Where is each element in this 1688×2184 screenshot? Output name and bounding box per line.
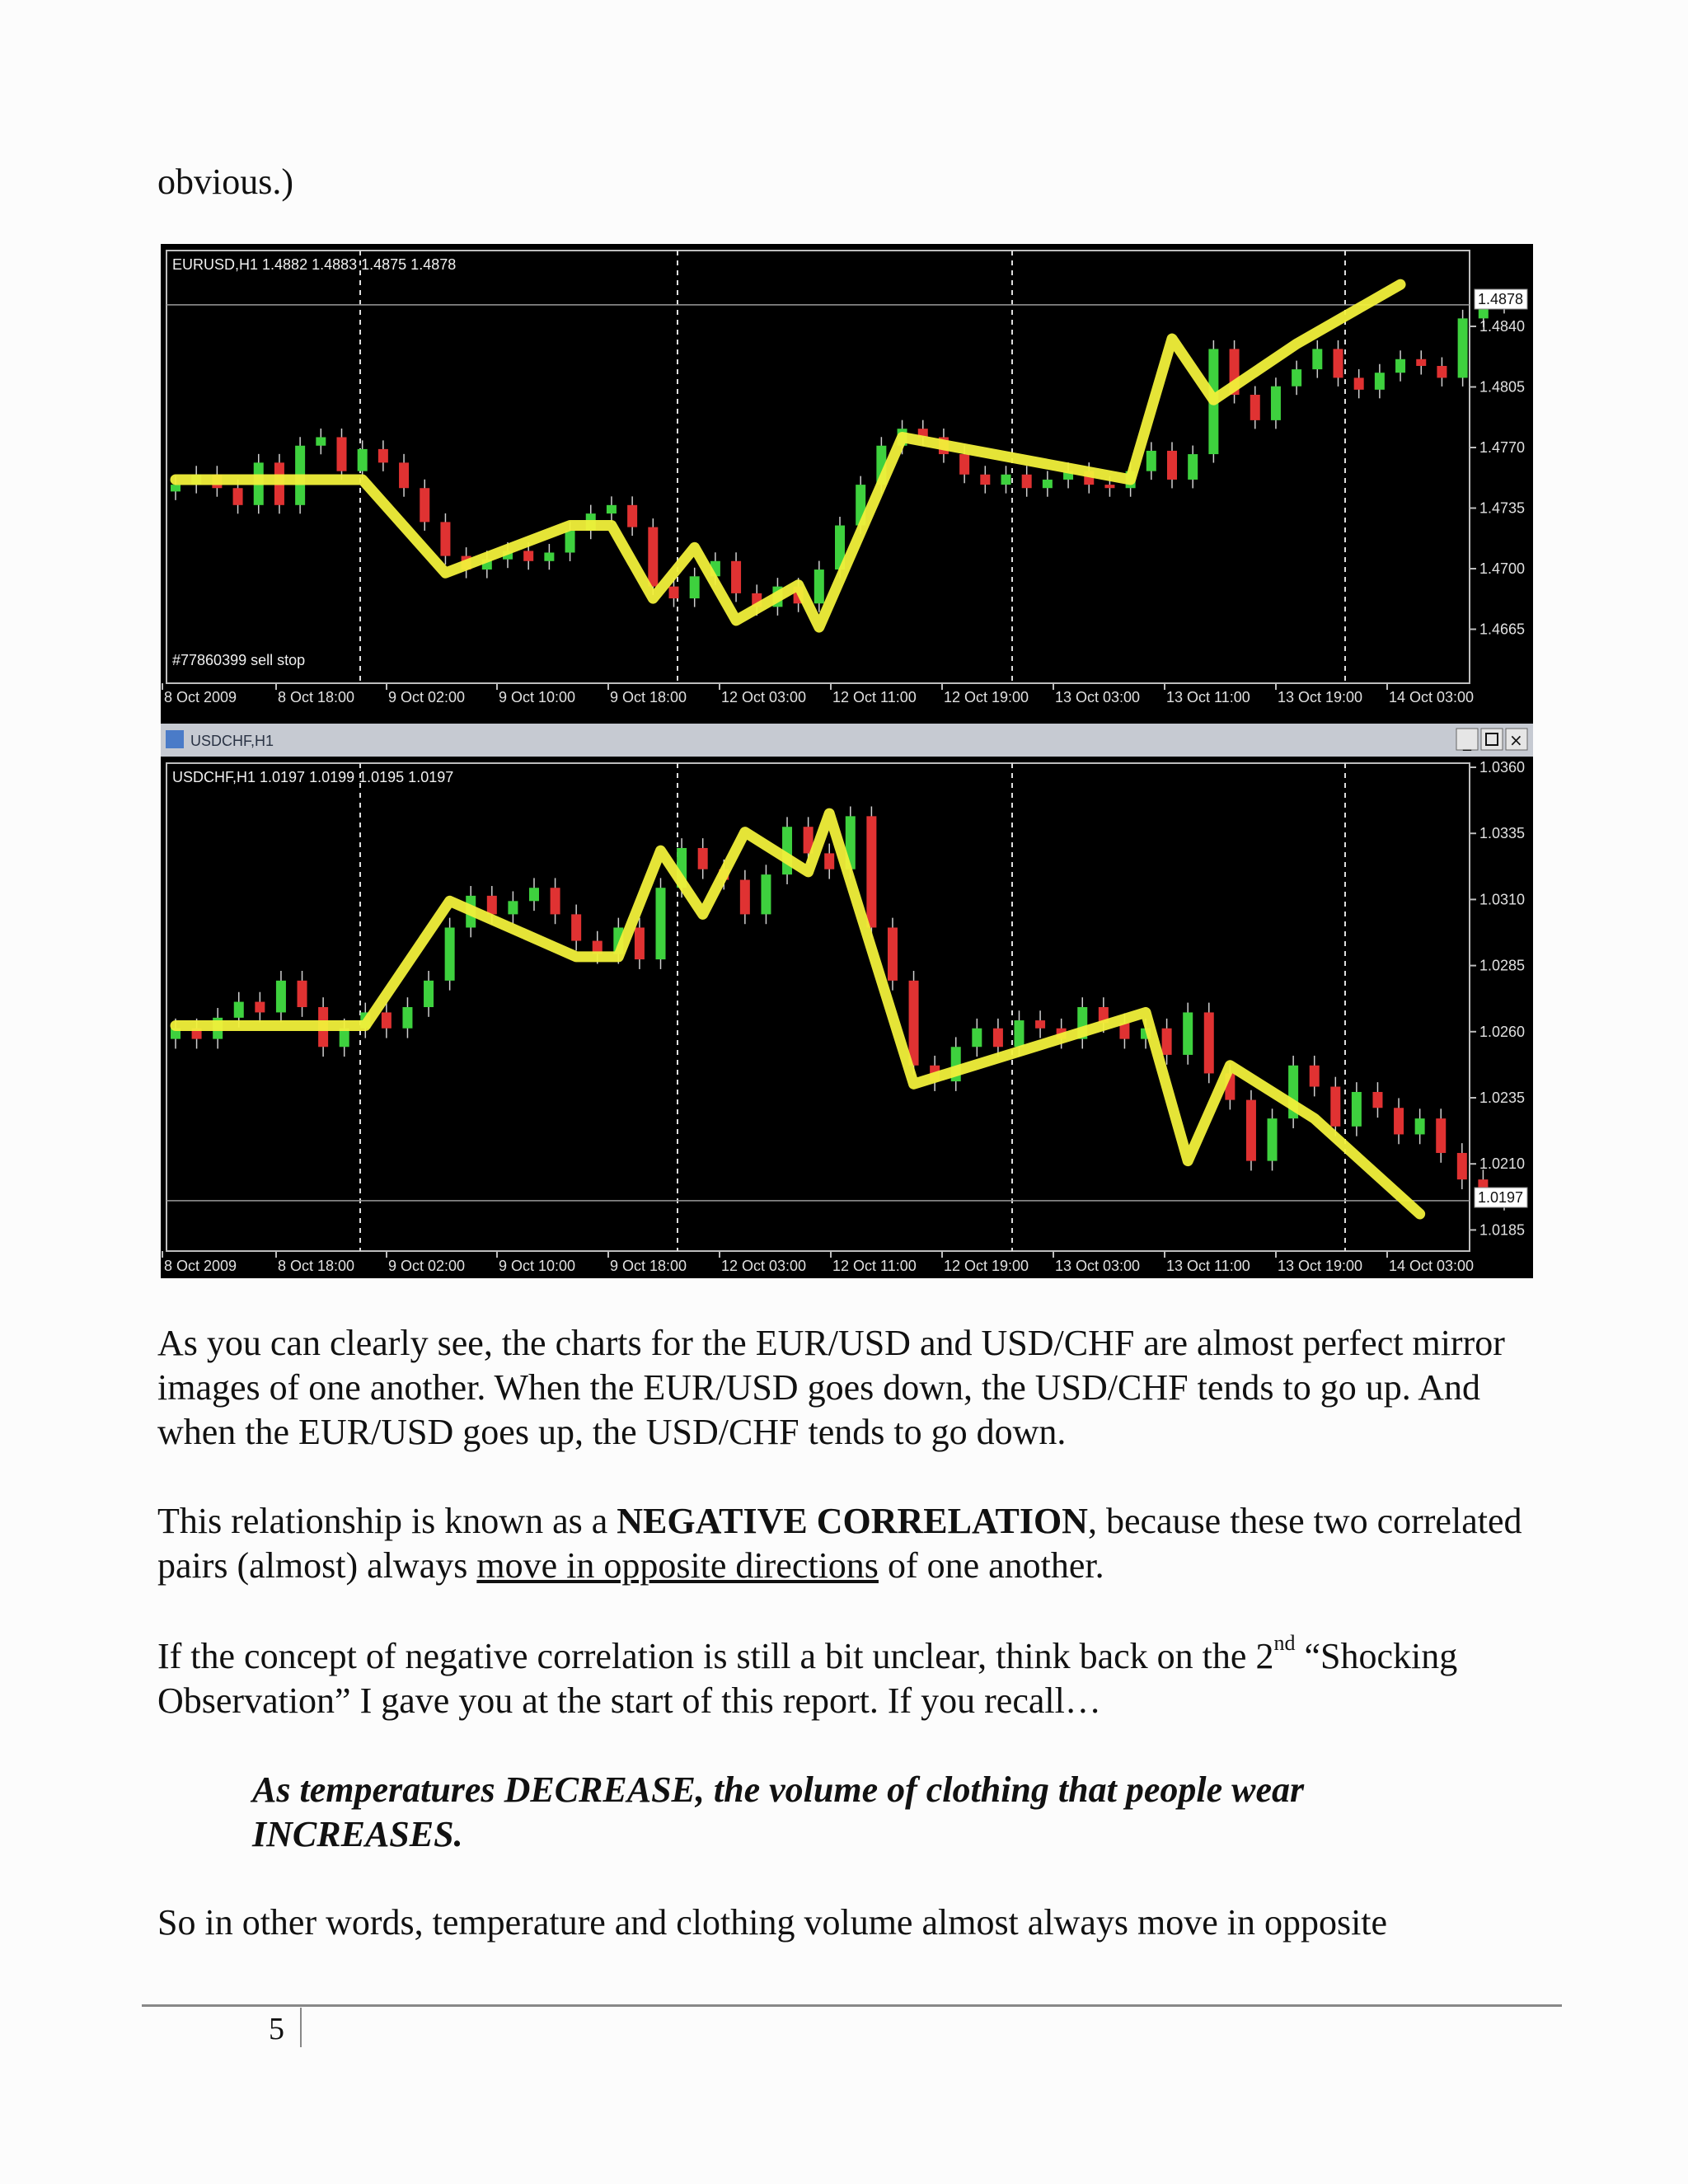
usdchf-x-tick-label: 8 Oct 18:00 [278, 1258, 355, 1274]
usdchf-candle-body [1268, 1118, 1278, 1160]
usdchf-x-tick-label: 12 Oct 11:00 [832, 1258, 917, 1274]
eurusd-candle-body [565, 531, 575, 553]
usdchf-candle-body [382, 1012, 392, 1028]
usdchf-candle-body [1372, 1092, 1382, 1108]
usdchf-candle-body [993, 1029, 1003, 1047]
eurusd-x-tick-label: 12 Oct 03:00 [721, 689, 807, 705]
eurusd-candle-body [420, 488, 429, 522]
usdchf-candle-body [1330, 1087, 1340, 1127]
eurusd-x-tick-label: 9 Oct 10:00 [499, 689, 576, 705]
usdchf-candle-body [866, 816, 876, 927]
eurusd-candle-body [1188, 454, 1198, 480]
usdchf-candle-body [1183, 1012, 1193, 1054]
minimize-icon: _ [1463, 731, 1471, 751]
page-number-divider [300, 2008, 302, 2047]
page-number: 5 [269, 2012, 284, 2046]
eurusd-y-tick-label: 1.4840 [1479, 318, 1526, 335]
usdchf-candle-body [487, 896, 497, 915]
usdchf-candle-body [1035, 1020, 1045, 1029]
usdchf-candle-body [1014, 1020, 1024, 1047]
p3-text-b: “Shocking Observation” I gave you at the start of this report. If you recall… [157, 1636, 1458, 1721]
usdchf-y-tick-label: 1.0235 [1479, 1090, 1526, 1106]
usdchf-x-tick-label: 12 Oct 19:00 [944, 1258, 1029, 1274]
usdchf-x-tick-label: 8 Oct 2009 [164, 1258, 237, 1274]
eurusd-candle-body [233, 488, 243, 505]
eurusd-x-tick-label: 13 Oct 19:00 [1278, 689, 1363, 705]
eurusd-candle-body [1292, 369, 1301, 387]
eurusd-candle-body [1250, 395, 1260, 420]
eurusd-x-tick-label: 8 Oct 18:00 [278, 689, 355, 705]
paragraph-negative-correlation [157, 1499, 1542, 1588]
top-fragment: obvious.) [157, 162, 293, 202]
usdchf-candle-body [424, 981, 434, 1007]
usdchf-candle-body [1415, 1118, 1425, 1134]
chart-figure [161, 244, 1533, 1278]
eurusd-candle-body [1043, 480, 1053, 488]
negative-correlation-term: NEGATIVE CORRELATION [617, 1501, 1088, 1541]
eurusd-candle-body [1271, 387, 1281, 420]
eurusd-candle-body [440, 522, 450, 555]
eurusd-candle-body [378, 449, 388, 462]
usdchf-candle-body [740, 880, 750, 915]
eurusd-y-tick-label: 1.4665 [1479, 621, 1526, 638]
usdchf-x-tick-label: 9 Oct 02:00 [388, 1258, 466, 1274]
eurusd-x-tick-label: 12 Oct 19:00 [944, 689, 1029, 705]
eurusd-info-label: EURUSD,H1 1.4882 1.4883 1.4875 1.4878 [172, 256, 457, 273]
usdchf-x-tick-label: 9 Oct 10:00 [499, 1258, 576, 1274]
eurusd-candle-body [358, 449, 368, 471]
eurusd-order-annotation: #77860399 sell stop [172, 652, 306, 668]
close-icon: × [1509, 730, 1523, 750]
usdchf-current-price-label: 1.0197 [1478, 1189, 1524, 1206]
ordinal-suffix: nd [1273, 1631, 1296, 1656]
usdchf-window-title: USDCHF,H1 [190, 733, 274, 749]
p2-text-c: of one another. [878, 1545, 1104, 1586]
usdchf-window-titlebar [161, 724, 1533, 757]
usdchf-y-tick-label: 1.0185 [1479, 1221, 1526, 1239]
usdchf-candle-body [298, 981, 307, 1007]
eurusd-candle-body [669, 587, 679, 598]
eurusd-candle-body [814, 569, 824, 603]
eurusd-candle-body [1458, 318, 1468, 377]
eurusd-x-tick-label: 9 Oct 02:00 [388, 689, 466, 705]
eurusd-candle-body [1001, 475, 1011, 485]
usdchf-candle-body [571, 914, 581, 940]
eurusd-candle-body [523, 551, 533, 560]
usdchf-candle-body [1352, 1092, 1362, 1127]
eurusd-candle-body [171, 485, 181, 491]
usdchf-candle-body [972, 1029, 982, 1047]
eurusd-candle-body [337, 437, 347, 471]
usdchf-info-label: USDCHF,H1 1.0197 1.0199 1.0195 1.0197 [172, 769, 454, 785]
p2-text-b: , because these two correlated pairs (almost) always [157, 1501, 1522, 1586]
p2-text-a: This relationship is known as a [157, 1501, 617, 1541]
opposite-directions-phrase: move in opposite directions [476, 1545, 879, 1586]
usdchf-y-tick-label: 1.0335 [1479, 825, 1526, 842]
paragraph-shocking-observation [157, 1631, 1542, 1723]
temperature-quote: As temperatures DECREASE, the volume of clothing that people wear INCREASES. [252, 1769, 1305, 1854]
eurusd-candle-body [1146, 451, 1156, 471]
usdchf-candle-body [234, 1002, 244, 1018]
usdchf-candle-body [635, 927, 645, 959]
eurusd-candle-body [1167, 451, 1177, 480]
usdchf-x-tick-label: 13 Oct 03:00 [1055, 1258, 1141, 1274]
eurusd-y-tick-label: 1.4770 [1479, 439, 1526, 456]
usdchf-x-tick-label: 14 Oct 03:00 [1389, 1258, 1475, 1274]
eurusd-candle-body [1437, 366, 1447, 377]
eurusd-candle-body [1416, 359, 1426, 366]
usdchf-y-tick-label: 1.0210 [1479, 1155, 1526, 1173]
eurusd-y-tick-label: 1.4735 [1479, 499, 1526, 517]
eurusd-candle-body [731, 561, 741, 593]
paragraph-mirror-images: As you can clearly see, the charts for the EUR/USD and USD/CHF are almost perfect mirror images of one another. When the EUR/USD goes down, the USD/CHF tends to go up. And when the EUR/USD goes up, the USD/CHF tends to go down. [157, 1323, 1505, 1452]
usdchf-candle-body [761, 874, 771, 914]
eurusd-candle-body [316, 437, 326, 445]
usdchf-candle-body [656, 888, 666, 959]
eurusd-candle-body [1334, 349, 1343, 377]
usdchf-y-tick-label: 1.0285 [1479, 957, 1526, 974]
eurusd-candle-body [627, 505, 637, 527]
eurusd-current-price-label: 1.4878 [1478, 291, 1524, 307]
eurusd-candle-body [399, 462, 409, 488]
usdchf-x-tick-label: 13 Oct 19:00 [1278, 1258, 1363, 1274]
eurusd-candle-body [1312, 349, 1322, 369]
eurusd-x-tick-label: 9 Oct 18:00 [610, 689, 687, 705]
usdchf-candle-body [888, 927, 898, 980]
usdchf-x-tick-label: 13 Oct 11:00 [1166, 1258, 1250, 1274]
usdchf-candle-body [255, 1002, 265, 1013]
usdchf-candle-body [1394, 1108, 1404, 1134]
usdchf-candle-body [340, 1029, 349, 1047]
usdchf-candle-body [698, 848, 708, 869]
eurusd-x-tick-label: 14 Oct 03:00 [1389, 689, 1475, 705]
eurusd-candle-body [980, 475, 990, 485]
eurusd-x-tick-label: 13 Oct 03:00 [1055, 689, 1141, 705]
p3-text-a: If the concept of negative correlation is still a bit unclear, think back on the 2 [157, 1636, 1274, 1676]
eurusd-candle-body [1022, 475, 1032, 488]
usdchf-y-tick-label: 1.0360 [1479, 759, 1526, 776]
eurusd-y-tick-label: 1.4700 [1479, 560, 1526, 577]
usdchf-y-tick-label: 1.0310 [1479, 891, 1526, 908]
eurusd-candle-body [690, 576, 700, 598]
eurusd-candle-body [544, 552, 554, 560]
usdchf-candle-body [276, 981, 286, 1013]
usdchf-candle-body [508, 901, 518, 914]
usdchf-candle-body [1162, 1029, 1172, 1055]
eurusd-candle-body [1395, 359, 1405, 373]
usdchf-candle-body [445, 927, 455, 980]
eurusd-candle-body [1104, 485, 1114, 488]
usdchf-candle-body [1204, 1012, 1214, 1073]
eurusd-candle-body [607, 505, 617, 513]
eurusd-candle-body [1354, 377, 1364, 389]
usdchf-y-tick-label: 1.0260 [1479, 1023, 1526, 1040]
chart-svg [161, 244, 1533, 1278]
usdchf-candle-body [402, 1007, 412, 1029]
usdchf-candle-body [1310, 1066, 1320, 1087]
usdchf-x-tick-label: 9 Oct 18:00 [610, 1258, 687, 1274]
eurusd-candle-body [1375, 373, 1385, 390]
usdchf-candle-body [824, 853, 834, 869]
chart-window-icon [166, 730, 184, 748]
footer-rule [142, 2004, 1562, 2007]
eurusd-x-tick-label: 8 Oct 2009 [164, 689, 237, 705]
usdchf-candle-body [1457, 1153, 1467, 1179]
eurusd-y-tick-label: 1.4805 [1479, 378, 1526, 396]
eurusd-x-tick-label: 12 Oct 11:00 [832, 689, 917, 705]
maximize-window-button [1481, 729, 1503, 750]
usdchf-x-tick-label: 12 Oct 03:00 [721, 1258, 807, 1274]
usdchf-candle-body [1436, 1118, 1446, 1153]
usdchf-candle-body [1246, 1100, 1256, 1161]
eurusd-candle-body [959, 454, 969, 475]
eurusd-candle-body [648, 527, 658, 587]
usdchf-candle-body [529, 888, 539, 901]
usdchf-candle-body [551, 888, 560, 914]
paragraph-opposite: So in other words, temperature and clothing volume almost always move in opposite [157, 1902, 1388, 1943]
eurusd-x-tick-label: 13 Oct 11:00 [1166, 689, 1250, 705]
usdchf-candle-body [909, 981, 919, 1066]
